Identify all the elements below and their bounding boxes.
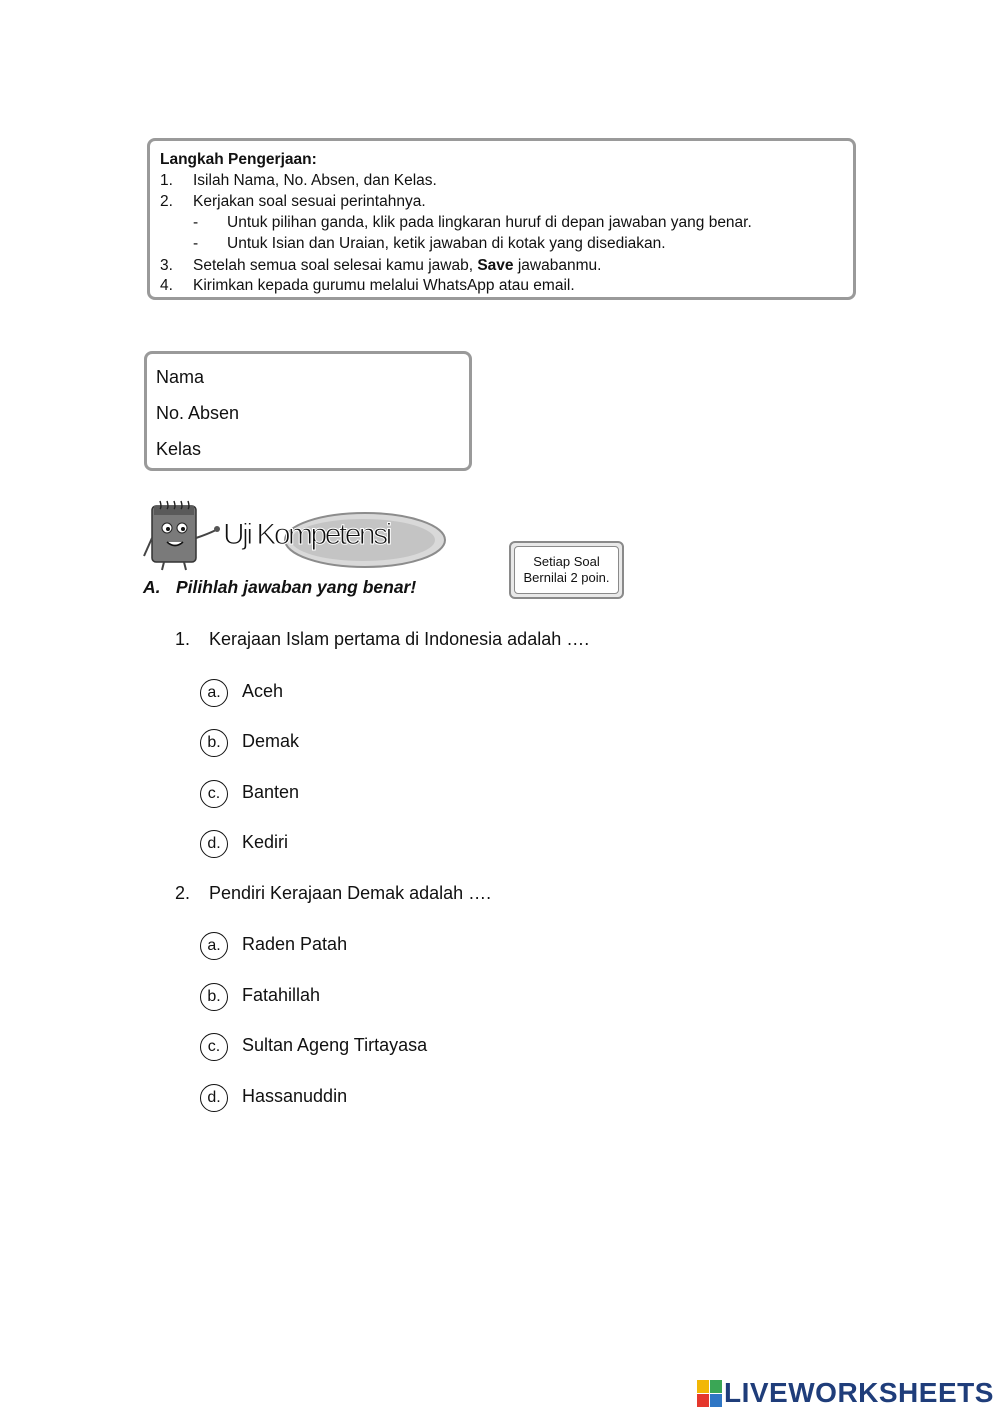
uji-kompetensi-banner bbox=[140, 498, 450, 573]
score-note-line2: Bernilai 2 poin. bbox=[523, 570, 610, 585]
absen-field-label: No. Absen bbox=[156, 403, 240, 423]
q1-option-b[interactable]: b. Demak bbox=[200, 729, 600, 759]
q2-option-a[interactable]: a. Raden Patah bbox=[200, 932, 600, 962]
q2-option-d[interactable]: d. Hassanuddin bbox=[200, 1084, 600, 1114]
answer-circle[interactable]: d. bbox=[200, 1084, 228, 1112]
answer-circle[interactable]: c. bbox=[200, 1033, 228, 1061]
instructions-box: Langkah Pengerjaan: 1. Isilah Nama, No. Absen, dan Kelas. 2. Kerjakan soal sesuai perintahnya. - Untuk pilihan ganda, klik pada lingkaran huruf di depan jawaban yang benar. - Untuk Isian dan Uraian, ketik jawaban di kotak yang disediakan. 3. Setelah semua soal selesai kamu jawab, Save jawabanmu. 4. Kirimkan kepada gurumu melalui WhatsApp atau email. bbox=[147, 138, 856, 300]
banner-title: Uji Kompetensi bbox=[223, 518, 390, 551]
score-note bbox=[509, 541, 624, 599]
q1-option-c[interactable]: c. Banten bbox=[200, 780, 600, 810]
answer-circle[interactable]: a. bbox=[200, 932, 228, 960]
liveworksheets-logo-icon bbox=[697, 1380, 723, 1410]
q2-option-c[interactable]: c. Sultan Ageng Tirtayasa bbox=[200, 1033, 600, 1063]
brand-name: LIVEWORKSHEETS bbox=[724, 1377, 994, 1408]
identity-box bbox=[144, 351, 472, 471]
instructions-title: Langkah Pengerjaan: bbox=[160, 151, 317, 168]
score-note-line1: Setiap Soal bbox=[533, 554, 600, 569]
q1-option-d[interactable]: d. Kediri bbox=[200, 830, 600, 860]
answer-circle[interactable]: c. bbox=[200, 780, 228, 808]
name-field-label: Nama bbox=[156, 367, 205, 387]
answer-circle[interactable]: d. bbox=[200, 830, 228, 858]
q1-option-a[interactable]: a. Aceh bbox=[200, 679, 600, 709]
class-field-label: Kelas bbox=[156, 439, 202, 459]
save-keyword: Save bbox=[477, 257, 514, 274]
q2-option-b[interactable]: b. Fatahillah bbox=[200, 983, 600, 1013]
answer-circle[interactable]: b. bbox=[200, 729, 228, 757]
answer-circle[interactable]: b. bbox=[200, 983, 228, 1011]
answer-circle[interactable]: a. bbox=[200, 679, 228, 707]
